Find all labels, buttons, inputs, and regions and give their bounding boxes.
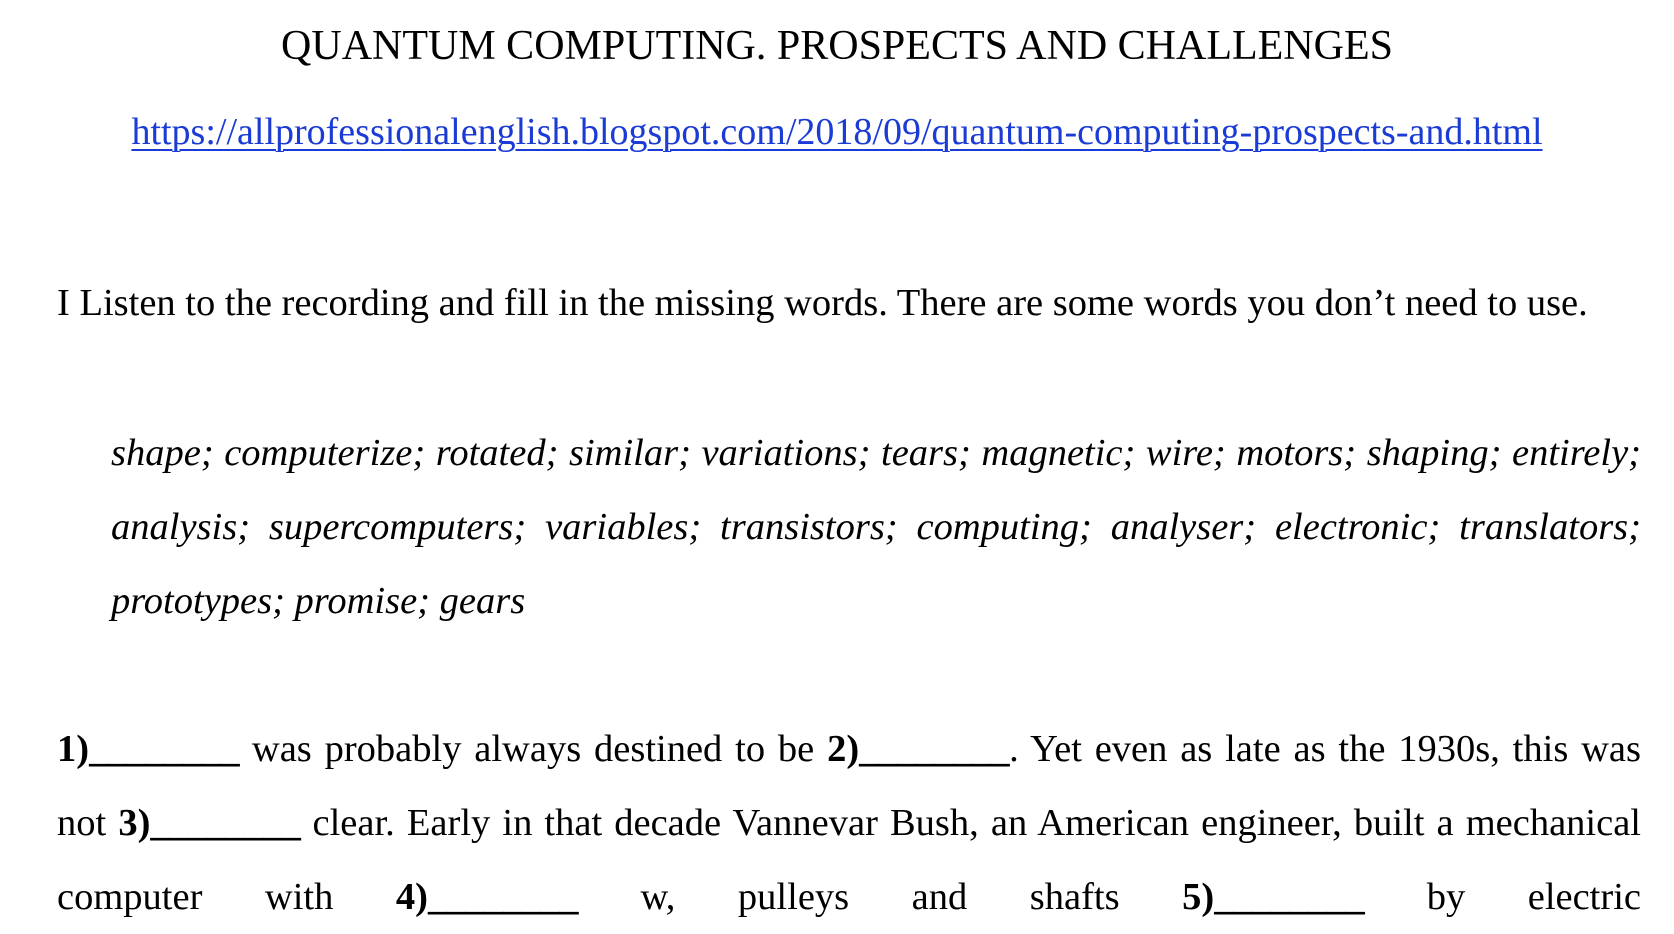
blank-1-number: 1) [57,728,90,770]
blank-3: ________ [150,802,301,844]
exercise-instruction: I Listen to the recording and fill in the missing words. There are some words you don’t need to use. [57,282,1588,324]
blank-3-number: 3) [118,802,151,844]
blank-4-number: 4) [395,876,428,918]
blank-1: ________ [89,728,240,770]
passage-text-3: clear. Early in that decade Vannevar Bush, an American engineer, built a mechanical computer with [57,802,1642,918]
blank-2-number: 2) [827,728,860,770]
source-link-row [0,108,1674,156]
blank-4: ________ [427,876,578,918]
word-bank: shape; computerize; rotated; similar; variations; tears; magnetic; wire; motors; shaping; entirely; analysis; supercomputers; variables; transistors; computing; analyser; electronic; translators; prototypes; promise; gears [111,432,1641,622]
source-link[interactable]: https://allprofessionalenglish.blogspot.com/2018/09/quantum-computing-prospects-and.html [131,111,1543,153]
passage-text-4: w, pulleys and shafts [577,876,1183,918]
blank-5-number: 5) [1182,876,1215,918]
gap-fill-passage [57,712,1641,934]
blank-2: ________ [859,728,1010,770]
document-title: QUANTUM COMPUTING. PROSPECTS AND CHALLENGES [281,23,1393,69]
blank-5: ________ [1214,876,1365,918]
passage-text-5: by electric [1364,876,1641,918]
passage-text-2: . Yet even as late as the 1930s, this was not [57,728,1641,844]
passage-text-1: was probably always destined to be [239,728,828,770]
